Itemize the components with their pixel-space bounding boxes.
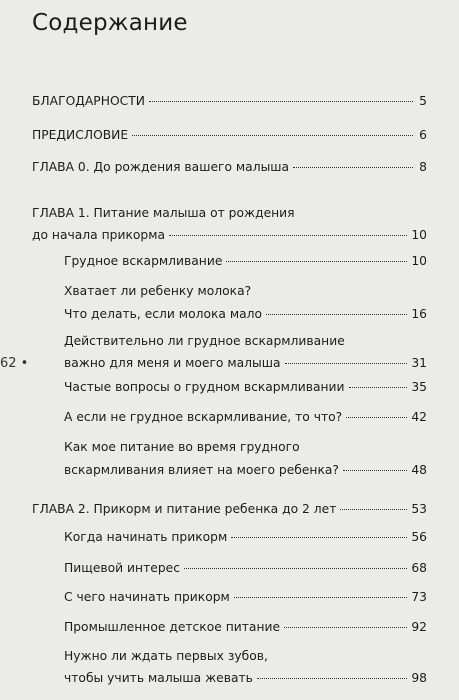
toc-entry-title: Грудное вскармливание [64,254,223,268]
toc-entry-title: Промышленное детское питание [64,620,281,634]
toc-entry-what-to-start[interactable] [64,590,427,605]
toc-entry-title-line-2: чтобы учить малыша жевать [64,671,253,685]
leader-dots [346,417,407,418]
toc-entry-enough-milk[interactable] [64,284,427,322]
leader-dots [285,363,408,364]
toc-line [64,254,427,269]
toc-entry-baby-food[interactable] [64,620,427,635]
toc-line [32,502,427,517]
toc-entry-title: Когда начинать прикорм [64,530,228,544]
leader-dots [257,678,407,679]
toc-entry-title: ГЛАВА 0. До рождения вашего малыша [32,160,290,174]
toc-entry-title: С чего начинать прикорм [64,590,230,604]
toc-entry-title-line-1: Хватает ли ребенку молока? [64,284,252,298]
toc-entry-acknowledgements[interactable] [32,94,427,109]
toc-entry-title: Пищевой интерес [64,561,180,575]
toc-page-number: 73 [411,590,427,604]
page-number-marker: 62 • [0,356,29,371]
toc-entry-title-line-2: вскармливания влияет на моего ребенка? [64,463,339,477]
toc-page-number: 53 [411,502,427,516]
toc-page-number: 16 [411,307,427,321]
toc-entry-title: ПРЕДИСЛОВИЕ [32,128,129,142]
toc-entry-title: ГЛАВА 2. Прикорм и питание ребенка до 2 лет [32,502,337,516]
leader-dots [343,470,407,471]
leader-dots [149,101,413,102]
leader-dots [234,597,408,598]
leader-dots [169,235,407,236]
toc-entry-title-line-2: до начала прикорма [32,228,166,242]
toc-entry-chapter-2[interactable] [32,502,427,517]
toc-entry-faq[interactable] [64,380,427,395]
toc-page-number: 68 [411,561,427,575]
toc-entry-chapter-1[interactable] [32,206,427,243]
toc-page-number: 8 [419,160,427,174]
leader-dots [293,167,413,168]
toc-entry-title-line-2: важно для меня и моего малыша [64,356,281,370]
toc-page-number: 98 [411,671,427,685]
toc-entry-mothers-diet[interactable] [64,440,427,478]
leader-dots [349,387,408,388]
toc-page-number: 31 [411,356,427,370]
toc-line [32,228,427,243]
leader-dots [184,568,407,569]
toc-entry-title-line-1: Нужно ли ждать первых зубов, [64,649,268,663]
toc-entry-title-line-1: ГЛАВА 1. Питание малыша от рождения [32,206,295,220]
toc-entry-preface[interactable] [32,128,427,143]
toc-page-number: 6 [419,128,427,142]
toc-entry-title: БЛАГОДАРНОСТИ [32,94,145,108]
toc-line [64,410,427,425]
page-title: Содержание [32,10,188,36]
leader-dots [340,509,407,510]
leader-dots [284,627,407,628]
toc-entry-title-line-1: Как мое питание во время грудного [64,440,300,454]
toc-entry-when-start[interactable] [64,530,427,545]
toc-page-number: 5 [419,94,427,108]
toc-line [64,530,427,545]
toc-line [64,671,427,686]
toc-line [64,307,427,322]
toc-line [32,94,427,109]
toc-line [64,463,427,478]
toc-page-number: 42 [411,410,427,424]
toc-page-number: 56 [411,530,427,544]
toc-entry-title-line-2: Что делать, если молока мало [64,307,263,321]
toc-line [32,160,427,175]
leader-dots [266,314,407,315]
toc-page-number: 10 [411,228,427,242]
toc-line [64,561,427,576]
leader-dots [231,537,407,538]
toc-page-number: 10 [411,254,427,268]
toc-line [32,128,427,143]
leader-dots [226,261,407,262]
toc-page-number: 92 [411,620,427,634]
toc-line [64,620,427,635]
toc-entry-title: А если не грудное вскармливание, то что? [64,410,343,424]
toc-entry-importance[interactable] [64,334,427,371]
toc-line [64,590,427,605]
toc-entry-title: Частые вопросы о грудном вскармливании [64,380,345,394]
toc-entry-title-line-1: Действительно ли грудное вскармливание [64,334,345,348]
toc-entry-food-interest[interactable] [64,561,427,576]
toc-page-number: 48 [411,463,427,477]
toc-entry-teeth[interactable] [64,649,427,686]
leader-dots [132,135,413,136]
toc-line [64,380,427,395]
toc-entry-breastfeeding[interactable] [64,254,427,269]
toc-entry-chapter-0[interactable] [32,160,427,175]
toc-line [64,356,427,371]
toc-entry-alternatives[interactable] [64,410,427,425]
toc-page-number: 35 [411,380,427,394]
